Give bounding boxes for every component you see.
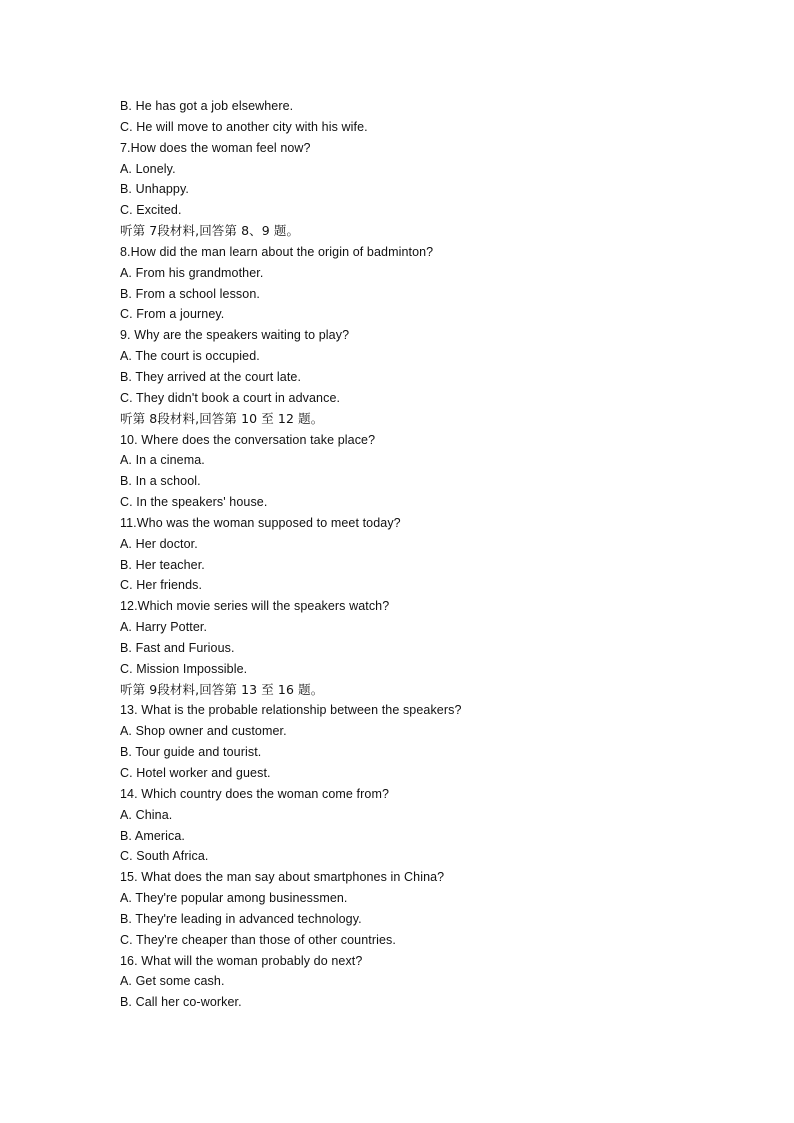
answer-option: A. They're popular among businessmen. — [120, 891, 348, 906]
answer-option: A. Her doctor. — [120, 536, 198, 551]
answer-option: C. From a journey. — [120, 307, 225, 322]
answer-option: C. He will move to another city with his wife. — [120, 119, 368, 134]
question-text: 7.How does the woman feel now? — [120, 140, 311, 155]
answer-option: B. He has got a job elsewhere. — [120, 99, 294, 113]
question-text: 8.How did the man learn about the origin of badminton? — [120, 244, 434, 259]
answer-option: B. They're leading in advanced technology. — [120, 911, 362, 926]
question-text: 11.Who was the woman supposed to meet today? — [120, 515, 401, 530]
question-text: 13. What is the probable relationship between the speakers? — [120, 703, 462, 718]
answer-option: C. They didn't book a court in advance. — [120, 390, 341, 405]
answer-option: B. Fast and Furious. — [120, 640, 235, 655]
answer-option: C. South Africa. — [120, 849, 209, 864]
answer-option: B. Unhappy. — [120, 182, 189, 197]
answer-option: A. In a cinema. — [120, 453, 205, 468]
answer-option: C. In the speakers' house. — [120, 495, 268, 510]
listening-questions — [120, 96, 720, 1013]
section-instruction: 听第 9段材料,回答第 13 至 16 题。 — [120, 681, 324, 697]
answer-option: B. Tour guide and tourist. — [120, 745, 262, 760]
answer-option: A. The court is occupied. — [120, 349, 260, 364]
answer-option: A. From his grandmother. — [120, 265, 264, 280]
question-text: 14. Which country does the woman come from? — [120, 786, 390, 801]
section-instruction: 听第 7段材料,回答第 8、9 题。 — [120, 223, 300, 239]
question-text: 9. Why are the speakers waiting to play? — [120, 328, 350, 343]
answer-option: B. Call her co-worker. — [120, 995, 242, 1010]
answer-option: C. They're cheaper than those of other countries. — [120, 932, 396, 947]
answer-option: A. Shop owner and customer. — [120, 724, 287, 739]
question-text: 15. What does the man say about smartphones in China? — [120, 870, 445, 885]
answer-option: B. In a school. — [120, 474, 201, 489]
answer-option: A. Get some cash. — [120, 974, 225, 989]
answer-option: B. Her teacher. — [120, 557, 205, 572]
answer-option: A. Lonely. — [120, 161, 176, 176]
question-text: 12.Which movie series will the speakers watch? — [120, 599, 390, 614]
question-text: 16. What will the woman probably do next? — [120, 953, 363, 968]
answer-option: C. Hotel worker and guest. — [120, 766, 271, 780]
answer-option: C. Mission Impossible. — [120, 661, 248, 676]
answer-option: B. America. — [120, 828, 186, 843]
answer-option: B. From a school lesson. — [120, 286, 260, 301]
answer-option: C. Her friends. — [120, 578, 203, 593]
answer-option: C. Excited. — [120, 203, 182, 218]
section-instruction: 听第 8段材料,回答第 10 至 12 题。 — [120, 410, 324, 426]
answer-option: B. They arrived at the court late. — [120, 369, 302, 384]
answer-option: A. China. — [120, 807, 173, 822]
question-text: 10. Where does the conversation take place? — [120, 432, 376, 447]
answer-option: A. Harry Potter. — [120, 620, 208, 635]
